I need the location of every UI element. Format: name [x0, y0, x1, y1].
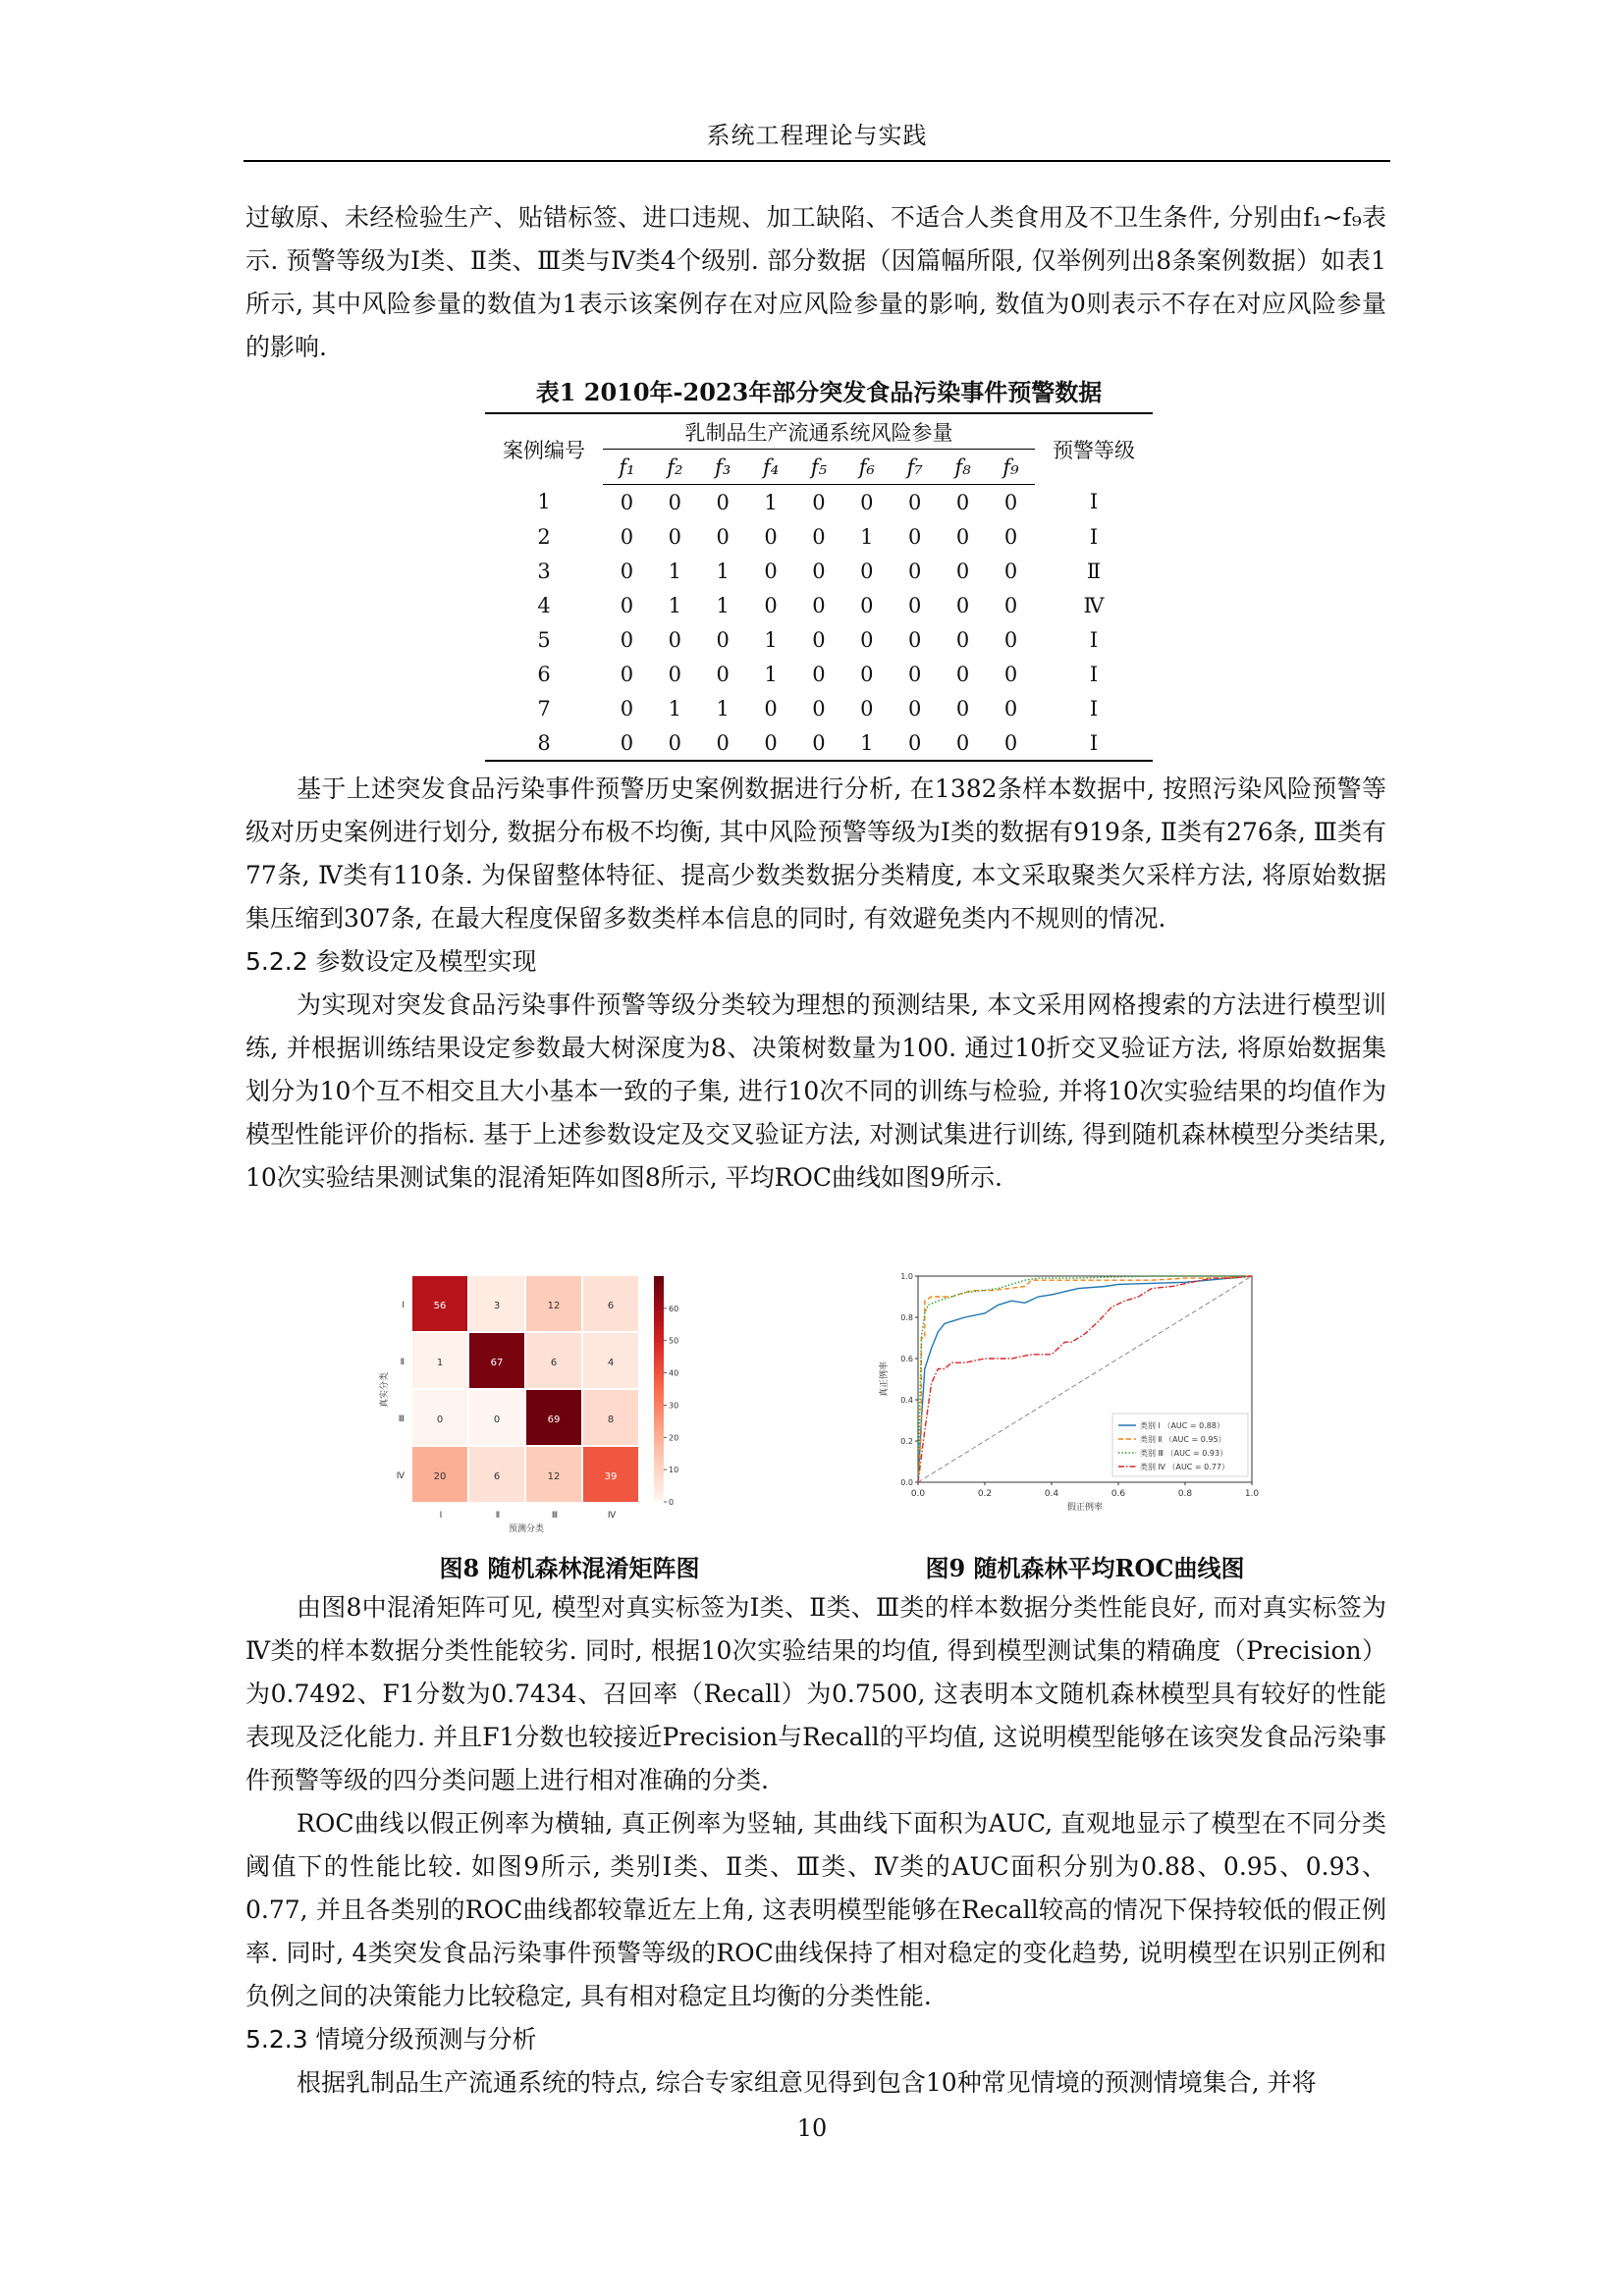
x-tick-label: 0.4 [1044, 1489, 1059, 1499]
factor-cell: 0 [1003, 490, 1018, 514]
paragraph-intro [245, 196, 1386, 369]
x-tick-label: Ⅰ [439, 1511, 443, 1521]
figure-8-caption: 图8 随机森林混淆矩阵图 [439, 1554, 700, 1582]
heatmap-value-label: 39 [604, 1471, 618, 1482]
factor-header-6: f₆ [842, 450, 891, 485]
factor-cell: 0 [620, 559, 634, 583]
level-cell: Ⅰ [1089, 627, 1099, 652]
factor-cell: 0 [764, 696, 778, 721]
colorbar-tick-label: 20 [669, 1433, 679, 1443]
factor-header-7: f₇ [891, 450, 939, 485]
section-heading-523: 5.2.3 情境分级预测与分析 [245, 2025, 537, 2054]
factor-cell: 0 [747, 725, 795, 761]
level-cell: Ⅳ [1083, 593, 1105, 617]
legend-entry: 类别 Ⅳ （AUC = 0.77） [1140, 1463, 1229, 1471]
table-row [485, 485, 1153, 520]
y-tick-label: 0.8 [900, 1313, 913, 1322]
factor-cell: 0 [860, 696, 874, 721]
factor-cell: 0 [812, 627, 826, 652]
body-section-1 [245, 768, 1386, 1200]
col-level: 预警等级 [1035, 413, 1153, 485]
paragraph-5: ROC曲线以假正例率为横轴, 真正例率为竖轴, 其曲线下面积为AUC, 直观地显示了模型在不同分类阈值下的性能比较. 如图9所示, 类别Ⅰ类、Ⅱ类、Ⅲ类、Ⅳ类的AUC面积分别为0.88、0.95、0.93、0.77, 并且各类别的ROC曲线都较靠近左上角, 这表明模型能够在Recall较高的情况下保持较低的假正例率. 同时, 4类突发食品污染事件预警等级的ROC曲线保持了相对稳定的变化趋势, 说明模型在识别正例和负例之间的决策能力比较稳定, 具有相对稳定且均衡的分类性能. [245, 1809, 1386, 2010]
factor-cell: 0 [908, 627, 922, 652]
factor-cell: 1 [764, 490, 778, 514]
factor-cell: 0 [795, 725, 843, 761]
y-tick-label: Ⅳ [396, 1471, 405, 1481]
heatmap-value-label: 1 [436, 1358, 444, 1368]
factor-header-8: f₈ [939, 450, 987, 485]
case-id-cell: 6 [537, 662, 551, 686]
heatmap-value-label: 69 [547, 1415, 561, 1425]
section-heading-522: 5.2.2 参数设定及模型实现 [245, 947, 537, 976]
x-axis-label: 假正例率 [1066, 1503, 1104, 1513]
factor-cell: 0 [668, 662, 681, 686]
factor-cell: 0 [620, 490, 634, 514]
table-body [485, 485, 1153, 762]
x-tick-label: Ⅳ [607, 1511, 617, 1521]
factor-cell: 1 [842, 725, 891, 761]
legend-entry: 类别 Ⅰ （AUC = 0.88） [1140, 1421, 1224, 1430]
factor-cell: 0 [603, 725, 651, 761]
y-tick-label: Ⅲ [398, 1415, 405, 1424]
table-row [485, 519, 1153, 554]
heatmap-value-label: 12 [547, 1301, 561, 1311]
factor-cell: 1 [668, 559, 681, 583]
colorbar-tick-label: 50 [669, 1336, 679, 1346]
y-tick-label: 0.0 [900, 1478, 913, 1487]
legend-entry: 类别 Ⅱ （AUC = 0.95） [1140, 1435, 1226, 1444]
confusion-matrix-figure [373, 1266, 746, 1541]
factor-cell: 0 [1003, 524, 1018, 549]
x-tick-label: 0.0 [910, 1489, 926, 1499]
factor-cell: 1 [668, 593, 681, 617]
factor-cell: 0 [716, 662, 730, 686]
heatmap-value-label: 8 [607, 1415, 615, 1425]
level-cell: Ⅰ [1089, 696, 1099, 721]
factor-cell: 0 [955, 524, 970, 549]
x-tick-label: Ⅱ [495, 1511, 501, 1521]
factor-cell: 1 [716, 559, 730, 583]
case-id-cell: 4 [537, 593, 551, 617]
col-group: 乳制品生产流通系统风险参量 [603, 413, 1035, 450]
factor-cell: 0 [668, 490, 681, 514]
factor-cell: 0 [764, 593, 778, 617]
heatmap-value-label: 6 [607, 1301, 615, 1311]
factor-cell: 0 [812, 696, 826, 721]
factor-cell: 0 [716, 627, 730, 652]
factor-cell: 0 [668, 524, 681, 549]
factor-header-9: f₉ [987, 450, 1035, 485]
heatmap-value-label: 0 [493, 1415, 501, 1425]
factor-cell: 0 [699, 725, 747, 761]
case-id-cell: 8 [485, 725, 603, 761]
factor-cell: 0 [860, 490, 874, 514]
factor-cell: 0 [812, 490, 826, 514]
paragraph-6: 根据乳制品生产流通系统的特点, 综合专家组意见得到包含10种常见情境的预测情境集合, 并将 [297, 2068, 1317, 2097]
factor-cell: 0 [620, 593, 634, 617]
y-tick-label: Ⅱ [400, 1358, 405, 1367]
roc-figure [869, 1266, 1281, 1541]
heatmap-value-label: 56 [433, 1301, 447, 1311]
factor-cell: 0 [860, 627, 874, 652]
factor-cell: 0 [1003, 662, 1018, 686]
colorbar-tick-label: 0 [669, 1498, 675, 1507]
factor-cell: 1 [716, 593, 730, 617]
factor-cell: 0 [812, 593, 826, 617]
x-axis-label: 预测分类 [508, 1524, 545, 1534]
factor-cell: 0 [860, 662, 874, 686]
table-row [485, 554, 1153, 588]
colorbar [654, 1276, 664, 1502]
factor-cell: 0 [1003, 559, 1018, 583]
factor-cell: 0 [1003, 696, 1018, 721]
table-1-title: 表1 2010年-2023年部分突发食品污染事件预警数据 [535, 378, 1103, 406]
level-cell: Ⅰ [1089, 490, 1099, 514]
factor-cell: 0 [620, 524, 634, 549]
factor-header-2: f₂ [651, 450, 699, 485]
case-id-cell: 1 [537, 490, 551, 514]
factor-header-4: f₄ [747, 450, 795, 485]
confusion-matrix-colorbar [654, 1276, 678, 1507]
factor-cell: 0 [955, 662, 970, 686]
table-row [485, 622, 1153, 657]
x-tick-label: 0.2 [977, 1489, 993, 1499]
page-number: 10 [796, 2114, 828, 2142]
factor-cell: 0 [1003, 627, 1018, 652]
factor-cell: 1 [716, 696, 730, 721]
factor-cell: 0 [764, 524, 778, 549]
heatmap-value-label: 20 [433, 1471, 447, 1482]
factor-header-5: f₅ [795, 450, 843, 485]
factor-cell: 0 [955, 696, 970, 721]
factor-cell: 0 [860, 593, 874, 617]
factor-cell: 0 [908, 696, 922, 721]
paragraph-1: 过敏原、未经检验生产、贴错标签、进口违规、加工缺陷、不适合人类食用及不卫生条件, 分别由f₁~f₉表示. 预警等级为Ⅰ类、Ⅱ类、Ⅲ类与Ⅳ类4个级别. 部分数据（因篇幅所限, 仅举例列出8条案例数据）如表1所示, 其中风险参量的数值为1表示该案例存在对应风险参量的影响, 数值为0则表示不存在对应风险参量的影响. [245, 203, 1386, 361]
table-row [485, 657, 1153, 691]
col-case: 案例编号 [485, 413, 603, 485]
factor-cell: 0 [812, 559, 826, 583]
y-axis-label: 真实分类 [380, 1371, 390, 1409]
factor-cell: 0 [908, 662, 922, 686]
y-tick-label: 0.2 [900, 1437, 913, 1446]
factor-header-1: f₁ [603, 450, 651, 485]
x-tick-label: 0.8 [1177, 1489, 1193, 1499]
level-cell: Ⅰ [1089, 662, 1099, 686]
figure-9-caption: 图9 随机森林平均ROC曲线图 [925, 1554, 1245, 1582]
factor-cell: 0 [908, 490, 922, 514]
heatmap-value-label: 0 [436, 1415, 444, 1425]
heatmap-value-label: 67 [490, 1358, 504, 1368]
heatmap-value-label: 12 [547, 1471, 561, 1482]
factor-cell: 0 [891, 725, 939, 761]
factor-cell: 0 [812, 524, 826, 549]
heatmap-value-label: 3 [493, 1301, 501, 1311]
factor-cell: 0 [668, 627, 681, 652]
y-tick-label: 1.0 [900, 1272, 913, 1281]
level-cell: Ⅰ [1035, 725, 1153, 761]
factor-cell: 0 [955, 593, 970, 617]
x-tick-label: Ⅲ [551, 1511, 559, 1521]
table-row [485, 725, 1153, 761]
factor-cell: 0 [1003, 593, 1018, 617]
factor-cell: 0 [955, 490, 970, 514]
paragraph-3: 为实现对突发食品污染事件预警等级分类较为理想的预测结果, 本文采用网格搜索的方法进行模型训练, 并根据训练结果设定参数最大树深度为8、决策树数量为100. 通过10折交叉验证方法, 将原始数据集划分为10个互不相交且大小基本一致的子集, 进行10次不同的训练与检验, 并将10次实验结果的均值作为模型性能评价的指标. 基于上述参数设定及交叉验证方法, 对测试集进行训练, 得到随机森林模型分类结果, 10次实验结果测试集的混淆矩阵如图8所示, 平均ROC曲线如图9所示. [245, 990, 1386, 1192]
paragraph-4: 由图8中混淆矩阵可见, 模型对真实标签为Ⅰ类、Ⅱ类、Ⅲ类的样本数据分类性能良好, 而对真实标签为Ⅳ类的样本数据分类性能较劣. 同时, 根据10次实验结果的均值, 得到模型测试集的精确度（Precision）为0.7492、F1分数为0.7434、召回率（Recall）为0.7500, 这表明本文随机森林模型具有较好的性能表现及泛化能力. 并且F1分数也较接近Precision与Recall的平均值, 这说明模型能够在该突发食品污染事件预警等级的四分类问题上进行相对准确的分类. [245, 1593, 1386, 1794]
factor-cell: 1 [764, 662, 778, 686]
heatmap-value-label: 4 [607, 1358, 615, 1368]
running-header: 系统工程理论与实践 [244, 116, 1390, 162]
factor-cell: 1 [860, 524, 874, 549]
factor-cell: 0 [812, 662, 826, 686]
legend-entry: 类别 Ⅲ （AUC = 0.93） [1140, 1449, 1228, 1458]
confusion-matrix-cells [412, 1276, 638, 1502]
colorbar-tick-label: 60 [669, 1304, 679, 1313]
factor-cell: 0 [716, 490, 730, 514]
factor-cell: 0 [651, 725, 699, 761]
case-id-cell: 7 [537, 696, 551, 721]
y-axis-label: 真正例率 [880, 1361, 890, 1398]
colorbar-tick-label: 30 [669, 1401, 679, 1411]
factor-header-3: f₃ [699, 450, 747, 485]
level-cell: Ⅱ [1086, 559, 1102, 583]
table-row [485, 691, 1153, 725]
case-id-cell: 2 [537, 524, 551, 549]
factor-cell: 0 [908, 524, 922, 549]
heatmap-value-label: 6 [493, 1471, 501, 1482]
x-tick-label: 0.6 [1110, 1489, 1126, 1499]
factor-cell: 0 [620, 696, 634, 721]
factor-cell: 1 [668, 696, 681, 721]
factor-cell: 0 [955, 559, 970, 583]
factor-cell: 0 [908, 559, 922, 583]
factor-cell: 0 [860, 559, 874, 583]
factor-cell: 0 [764, 559, 778, 583]
y-tick-label: 0.4 [900, 1396, 913, 1405]
factor-cell: 0 [716, 524, 730, 549]
factor-cell: 0 [620, 627, 634, 652]
factor-cell: 1 [764, 627, 778, 652]
case-id-cell: 5 [537, 627, 551, 652]
table-1 [485, 412, 1153, 762]
factor-cell: 0 [955, 627, 970, 652]
colorbar-tick-label: 10 [669, 1466, 679, 1475]
factor-cell: 0 [939, 725, 987, 761]
factor-cell: 0 [908, 593, 922, 617]
case-id-cell: 3 [537, 559, 551, 583]
roc-legend [1112, 1414, 1248, 1476]
body-section-2 [245, 1586, 1386, 2105]
paragraph-2: 基于上述突发食品污染事件预警历史案例数据进行分析, 在1382条样本数据中, 按照污染风险预警等级对历史案例进行划分, 数据分布极不均衡, 其中风险预警等级为Ⅰ类的数据有919条, Ⅱ类有276条, Ⅲ类有77条, Ⅳ类有110条. 为保留整体特征、提高少数类数据分类精度, 本文采取聚类欠采样方法, 将原始数据集压缩到307条, 在最大程度保留多数类样本信息的同时, 有效避免类内不规则的情况. [245, 774, 1386, 933]
factor-cell: 0 [987, 725, 1035, 761]
y-tick-label: Ⅰ [402, 1301, 405, 1310]
heatmap-value-label: 6 [550, 1358, 558, 1368]
table-row [485, 588, 1153, 622]
factor-cell: 0 [620, 662, 634, 686]
colorbar-tick-label: 40 [669, 1368, 679, 1378]
y-tick-label: 0.6 [900, 1355, 913, 1363]
level-cell: Ⅰ [1089, 524, 1099, 549]
x-tick-label: 1.0 [1244, 1489, 1260, 1499]
